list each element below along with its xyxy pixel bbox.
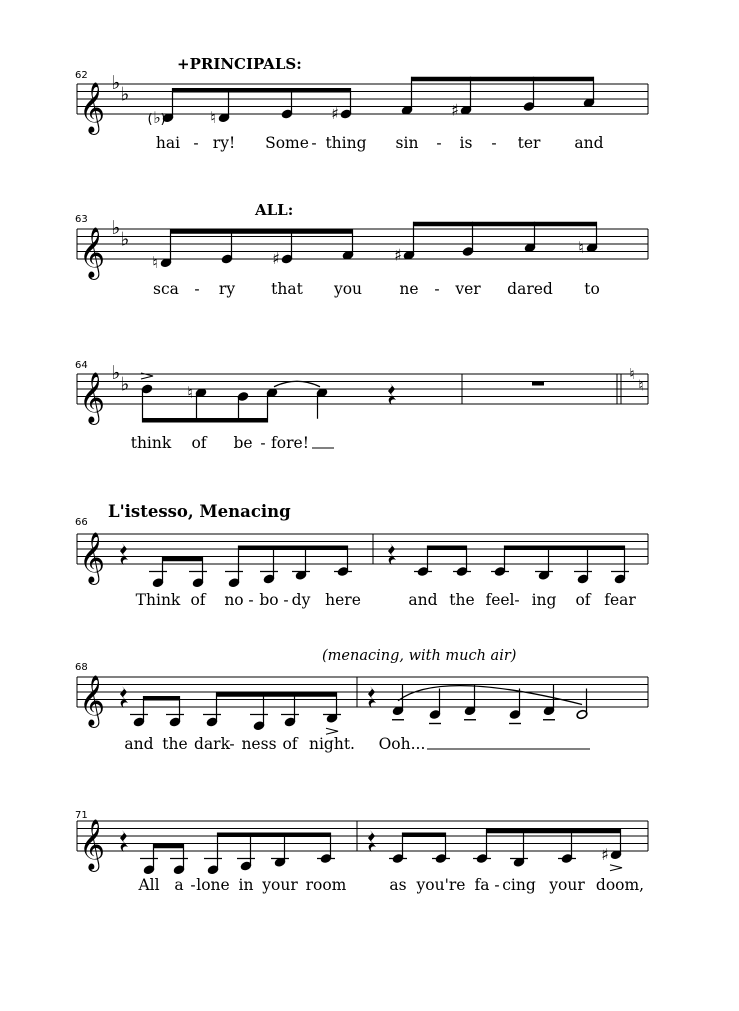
lyric-syllable: of — [191, 434, 207, 452]
tempo-marking: L'istesso, Menacing — [108, 502, 291, 521]
measure-number-71: 71 — [75, 810, 88, 821]
treble-clef-icon: 𝄞 — [78, 227, 106, 278]
natural-icon: ♮ — [638, 376, 644, 395]
lyric-syllable: sin — [395, 134, 419, 152]
treble-clef-icon: 𝄞 — [78, 532, 106, 583]
lyric-syllable: of — [282, 735, 298, 753]
beam — [144, 696, 180, 701]
lyric-syllable: you're — [416, 876, 466, 894]
flat-icon: ♭ — [120, 373, 130, 396]
expression-marking: (menacing, with much air) — [322, 648, 517, 664]
lyric-syllable: here — [325, 591, 361, 609]
lyric-syllable: you — [333, 280, 363, 298]
lyric-syllable: doom, — [595, 876, 645, 894]
sharp-icon: ♯ — [394, 245, 402, 265]
quarter-rest — [120, 830, 128, 852]
lyric-syllable: fore! — [271, 434, 309, 452]
lyric-hyphen: - — [194, 280, 200, 298]
system-4 — [77, 532, 648, 588]
lyric-hyphen: - — [436, 134, 442, 152]
lyric-syllable: All — [138, 876, 160, 894]
lyric-syllable: sca — [153, 280, 179, 298]
lyric-syllable: a — [174, 876, 184, 894]
lyric-syllable: night. — [308, 735, 356, 753]
measure-number-63: 63 — [75, 214, 88, 225]
treble-clef-icon: 𝄞 — [78, 675, 106, 726]
direction-all: ALL: — [255, 201, 294, 219]
measure-number-66: 66 — [75, 517, 88, 528]
lyric-syllable: Some — [265, 134, 309, 152]
lyric-syllable: ry — [218, 280, 236, 298]
lyric-hyphen: - — [311, 134, 317, 152]
lyric-hyphen: - — [283, 591, 289, 609]
measure-number-68: 68 — [75, 662, 88, 673]
lyric-syllable: as — [389, 876, 407, 894]
direction-principals: +PRINCIPALS: — [177, 55, 302, 73]
flat-icon: ♭ — [111, 217, 121, 239]
notation — [77, 72, 648, 875]
accent-mark — [326, 728, 338, 734]
lyric-syllable: in — [238, 876, 254, 894]
flat-icon: ♭ — [120, 83, 130, 106]
lyric-syllable: dy — [291, 591, 311, 609]
lyric-syllable: the — [449, 591, 475, 609]
lyric-syllable: dark — [194, 735, 230, 753]
tie — [274, 381, 320, 387]
lyric-syllable: lone — [196, 876, 230, 894]
whole-rest — [532, 382, 544, 386]
lyric-syllable: no — [224, 591, 244, 609]
beam — [171, 229, 353, 234]
lyric-hyphen: - — [491, 134, 497, 152]
lyric-syllable: your — [262, 876, 298, 894]
sharp-icon: ♯ — [331, 104, 339, 123]
beam — [412, 77, 594, 82]
lyric-syllable: ing — [531, 591, 557, 609]
lyric-hyphen: - — [434, 280, 440, 298]
lyric-syllable: room — [305, 876, 347, 894]
lyric-syllable: be — [233, 434, 253, 452]
treble-clef-icon: 𝄞 — [78, 372, 106, 423]
quarter-rest — [368, 686, 376, 708]
lyric-syllable: to — [584, 280, 600, 298]
lyric-syllable: the — [162, 735, 188, 753]
treble-clef-icon: 𝄞 — [78, 82, 106, 133]
lyric-syllable: bo — [259, 591, 279, 609]
slur — [398, 686, 582, 705]
lyric-syllable: and — [408, 591, 438, 609]
lyric-hyphen: - — [248, 591, 254, 609]
lyric-syllable: dared — [507, 280, 553, 298]
measure-number-62: 62 — [75, 70, 88, 81]
lyric-syllable: thing — [325, 134, 367, 152]
lyric-syllable: ne — [399, 280, 419, 298]
beam — [487, 829, 621, 834]
quarter-rest — [120, 543, 128, 565]
system-6 — [77, 819, 648, 875]
paren-icon: ) — [160, 111, 166, 127]
measure-number-64: 64 — [75, 360, 88, 371]
beam — [218, 833, 331, 838]
beam — [143, 418, 268, 423]
natural-icon: ♮ — [629, 365, 635, 383]
beam — [403, 833, 446, 838]
beam — [428, 546, 467, 551]
lyric-syllable: Ooh... — [378, 735, 426, 753]
lyric-hyphen: - — [193, 134, 199, 152]
lyric-syllable: is — [459, 134, 473, 152]
flat-icon: ♭ — [153, 107, 161, 127]
beam — [217, 692, 337, 697]
sharp-icon: ♯ — [272, 249, 280, 268]
lyric-syllable: feel — [485, 591, 515, 609]
lyric-syllable: and — [124, 735, 154, 753]
sharp-icon: ♯ — [451, 100, 459, 120]
natural-icon: ♮ — [578, 237, 584, 257]
flat-icon: ♭ — [111, 362, 121, 384]
lyric-syllable: ter — [517, 134, 541, 152]
lyric-syllable: and — [574, 134, 604, 152]
quarter-rest — [388, 383, 396, 405]
natural-icon: ♮ — [210, 107, 216, 127]
natural-icon: ♮ — [187, 382, 193, 402]
beam — [239, 546, 348, 551]
flat-icon: ♭ — [111, 72, 121, 94]
lyric-syllable: of — [190, 591, 206, 609]
lyric-syllable: hai — [155, 134, 181, 152]
treble-clef-icon: 𝄞 — [78, 819, 106, 870]
accent-mark — [610, 865, 622, 871]
lyric-hyphen: - — [494, 876, 500, 894]
natural-icon: ♮ — [152, 252, 158, 272]
paren-icon: ( — [147, 111, 153, 127]
system-2 — [77, 217, 648, 280]
quarter-rest — [368, 830, 376, 852]
lyric-hyphen: - — [260, 434, 266, 452]
lyric-syllable: Think — [135, 591, 181, 609]
quarter-rest — [388, 543, 396, 565]
beam — [173, 88, 351, 93]
lyric-syllable: ver — [455, 280, 481, 298]
sharp-icon: ♯ — [601, 844, 609, 864]
lyric-syllable: your — [549, 876, 585, 894]
beam — [414, 222, 597, 227]
lyric-hyphen: - — [190, 876, 196, 894]
lyric-syllable: fear — [604, 591, 636, 609]
system-1 — [77, 72, 648, 135]
quarter-rest — [120, 686, 128, 708]
beam — [505, 546, 625, 551]
flat-icon: ♭ — [120, 228, 130, 251]
lyric-syllable: that — [271, 280, 303, 298]
lyric-syllable: of — [575, 591, 591, 609]
lyric-syllable: think — [130, 434, 172, 452]
lyric-syllable: cing — [502, 876, 536, 894]
lyric-hyphen: - — [514, 591, 520, 609]
score-text — [75, 55, 644, 894]
lyric-syllable: fa — [474, 876, 490, 894]
beam — [154, 844, 184, 849]
lyric-hyphen: - — [229, 735, 235, 753]
lyric-syllable: ness — [241, 735, 277, 753]
beam — [163, 557, 203, 562]
lyric-syllable: ry! — [212, 134, 236, 152]
